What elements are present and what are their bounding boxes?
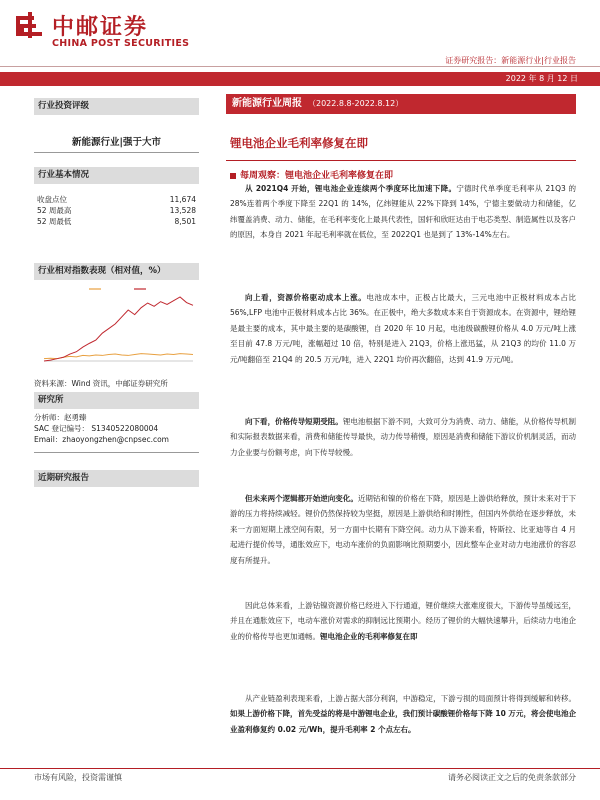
footer-divider (0, 768, 600, 769)
paragraph-3: 向下看，价格传导短期受阻。锂电池根据下游不同，大致可分为消费、动力、储能，从价格传导机制和实际报表数据来看，消费和储能传导最快，动力传导稍慢，原因是消费和储能下游议价机制灵活，而动力企业要与份额考虑，向下传导较慢。 (230, 417, 577, 457)
sidebar-recent-head: 近期研究报告 (34, 470, 199, 487)
footer-left: 市场有风险，投资需谨慎 (34, 773, 122, 782)
divider (34, 452, 199, 453)
table-row: 52 周最低 8,501 (37, 217, 196, 226)
sidebar-research-head: 研究所 (34, 392, 199, 409)
analyst-info (34, 412, 199, 445)
report-range: （2022.8.8-2022.8.12） (308, 99, 404, 108)
brand-name-en: CHINA POST SECURITIES (52, 38, 190, 49)
paragraph-1: 从 2021Q4 开始，锂电池企业连续两个季度环比加速下降。宁德时代单季度毛利率从 21Q3 的 28%连着两个季度下降至 22Q1 的 14%，亿纬锂能从 22%下降到 14%，宁德主要做动力和储能，亿纬覆盖消费、动力、储能，在毛利率变化上最具代表性，国轩和欣旺达由于电芯类型、制造属性以及客户的原因，本身自 2021 年起毛利率就在低位，至 2022Q1 也是到了 13%-14%左右。 (230, 184, 576, 240)
report-date: 2022 年 8 月 12 日 (505, 74, 578, 83)
sidebar-rating-head: 行业投资评级 (34, 98, 199, 115)
chart-source: 资料来源：Wind 资讯，中邮证券研究所 (34, 379, 168, 388)
footer-right: 请务必阅读正文之后的免责条款部分 (448, 773, 576, 782)
bullet-icon (230, 173, 236, 179)
header-divider (0, 66, 600, 67)
series-line (44, 297, 193, 361)
report-title: 新能源行业周报 (232, 98, 302, 109)
analyst-email: Email：zhaoyongzhen@cnpsec.com (34, 435, 169, 444)
report-subtitle: 锂电池企业毛利率修复在即 (230, 136, 368, 150)
section-heading: 每周观察：锂电池企业毛利率修复在即 (230, 168, 393, 181)
table-row: 52 周最高 13,528 (37, 206, 196, 215)
analyst-name: 分析师：赵勇臻 (34, 413, 87, 422)
sidebar-basic-head: 行业基本情况 (34, 167, 199, 184)
paragraph-2: 向上看，资源价格驱动成本上涨。电池成本中，正极占比最大，三元电池中正极材料成本占比 56%,LFP 电池中正极材料成本占比 36%。在正极中，绝大多数成本来自于资源成本。在资源中，锂给锂是最主要的成本，其中最主要的是碳酸锂，自 2020 年 10 月起，电池级碳酸锂价格从 4.0 万元/吨上涨至目前 47.8 万元/吨，涨幅超过 10 倍，特别是进入 21Q3，价格上涨迅猛，从 21Q3 的均价 11.0 万元/吨翻倍至 21Q4 的 20.5 万元/吨，进入 22Q1 均价再次翻倍，达到 41.9 万元/吨。 (230, 293, 577, 364)
sidebar-chart-head: 行业相对指数表现（相对值，%） (34, 263, 199, 280)
relative-index-chart (34, 283, 199, 375)
sidebar-rating: 新能源行业|强于大市 (72, 137, 161, 148)
brand-name-cn: 中邮证券 (52, 15, 149, 40)
paragraph-4: 但未来两个逻辑都开始逆向变化。近期钴和镍的价格在下降，原因是上游供给释放，预计未来对于下游的压力将持续减轻。锂价仍然保持较为坚挺，原因是上游供给和时刚性，但国内外供给在逐步释放，未来一方面短期上涨空间有限，另一方面中长期有下降空间。动力从下游来看，特斯拉、比亚迪等自 4 月起进行提价传导，通胀效应下，电动车涨价的负面影响比预期要小，因此整车企业对动力电池涨价的容忍度有所提升。 (230, 494, 577, 565)
divider (226, 160, 576, 161)
table-row: 收盘点位 11,674 (37, 195, 196, 204)
divider (34, 152, 199, 153)
sac-number: SAC 登记编号： S1340522080004 (34, 424, 159, 433)
paragraph-5: 因此总体来看，上游钴镍资源价格已经进入下行通道，锂价继续大涨难度很大，下游传导虽缓远至，并且在通胀效应下，电动车涨价对需求的抑制远比预期小。经历了锂价的大幅快速攀升，后续动力电池企业的价格传导也更加通畅。锂电池企业的毛利率修复在即 (230, 601, 576, 641)
paragraph-6: 从产业链盈利表现来看，上游占据大部分利润，中游稳定，下游亏损的局面预计将得到缓解和转移。如果上游价格下降，首先受益的将是中游锂电企业，我们预计碳酸锂价格每下降 10 万元，将会使电池企业盈利修复约 0.02 元/Wh，提升毛利率 2 个点左右。 (230, 694, 576, 734)
logo-icon (14, 10, 44, 40)
basic-info-table (34, 194, 199, 227)
report-title-bar (226, 94, 576, 114)
breadcrumb: 证券研究报告：新能源行业|行业报告 (445, 56, 576, 65)
